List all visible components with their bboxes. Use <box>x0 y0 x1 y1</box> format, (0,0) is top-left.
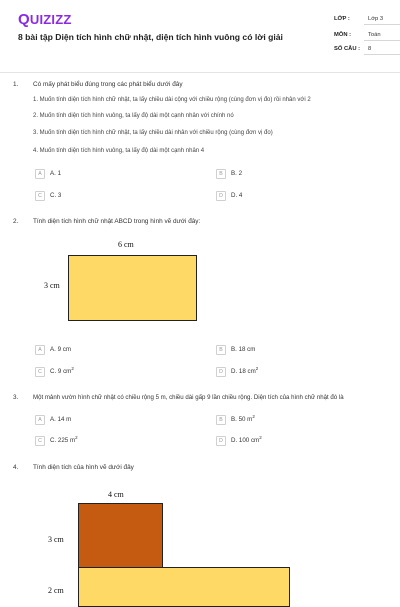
q1-option-b-box[interactable]: B <box>216 169 226 179</box>
q3-option-b-exponent: 2 <box>252 413 255 419</box>
q4-bottom-rectangle <box>78 567 290 607</box>
q4-top-height-label: 3 cm <box>48 535 64 544</box>
q3-option-b-text <box>231 413 255 423</box>
q3-option-d-exponent: 2 <box>259 434 262 440</box>
q4-text: Tính diện tích của hình vẽ dưới đây <box>33 464 134 471</box>
q1-option-c-text: C. 3 <box>50 192 62 199</box>
q1-option-a-box[interactable]: A <box>35 169 45 179</box>
q1-option-a-text: A. 1 <box>50 170 62 177</box>
meta-subject-label: MÔN : <box>334 32 352 38</box>
q1-option-d-box[interactable]: D <box>216 191 226 201</box>
q3-text: Một mảnh vườn hình chữ nhật có chiều rộng 5 m, chiều dài gấp 9 lần chiều rộng. Diện tích của hình chữ nhật đó là <box>33 394 344 401</box>
q3-option-d-box[interactable]: D <box>216 436 226 446</box>
meta-class-underline <box>364 24 400 25</box>
q3-option-c-exponent: 2 <box>75 434 78 440</box>
worksheet-title: 8 bài tập Diện tích hình chữ nhật, diện tích hình vuông có lời giải <box>18 32 283 42</box>
q3-option-d-value: D. 100 cm <box>231 437 260 444</box>
q2-option-a-box[interactable]: A <box>35 345 45 355</box>
q3-option-b-value: B. 50 m <box>231 416 253 423</box>
quizizz-logo: QUIZIZZ <box>18 11 72 28</box>
q3-option-a-box[interactable]: A <box>35 415 45 425</box>
q1-statement-3: 3. Muốn tính diện tích hình chữ nhật, ta lấy chiều dài nhân với chiều rộng (cùng đơn vị đo) <box>33 130 273 136</box>
q1-number: 1. <box>13 81 19 88</box>
q2-option-d-value: D. 18 cm <box>231 368 256 375</box>
q1-text: Có mấy phát biểu đúng trong các phát biểu dưới đây <box>33 81 183 88</box>
q2-option-d-text <box>231 365 259 375</box>
q2-option-c-text <box>50 365 74 375</box>
q2-text: Tính diện tích hình chữ nhật ABCD trong hình vẽ dưới đây: <box>33 218 201 225</box>
q3-option-c-box[interactable]: C <box>35 436 45 446</box>
q2-number: 2. <box>13 218 19 225</box>
q2-option-b-text: B. 18 cm <box>231 346 256 353</box>
meta-count-value: 8 <box>368 46 372 52</box>
meta-count-underline <box>364 54 400 55</box>
q2-rectangle <box>68 255 197 321</box>
q2-option-c-box[interactable]: C <box>35 367 45 377</box>
meta-subject-underline <box>364 40 400 41</box>
q2-option-d-box[interactable]: D <box>216 367 226 377</box>
meta-class-label: LỚP : <box>334 16 350 22</box>
q1-statement-2: 2. Muốn tính diện tích hình vuông, ta lấy độ dài một cạnh nhân với chính nó <box>33 113 234 119</box>
q4-number: 4. <box>13 464 19 471</box>
header-divider <box>0 72 400 73</box>
q2-option-d-exponent: 2 <box>255 365 259 371</box>
q4-bottom-height-label: 2 cm <box>48 586 64 595</box>
meta-class-value: Lớp 3 <box>368 16 384 22</box>
q3-option-c-text <box>50 434 78 444</box>
q2-option-c-value: C. 9 cm <box>50 368 72 375</box>
q1-option-b-text: B. 2 <box>231 170 243 177</box>
q3-option-a-text: A. 14 m <box>50 416 72 423</box>
q1-statement-1: 1. Muốn tính diện tích hình chữ nhật, ta lấy chiều dài cộng với chiều rộng (cùng đơn vị đo) rồi nhân với 2 <box>33 97 311 103</box>
q1-option-c-box[interactable]: C <box>35 191 45 201</box>
q1-statement-4: 4. Muốn tính diện tích hình vuông, ta lấy độ dài một cạnh nhân 4 <box>33 148 205 154</box>
q3-number: 3. <box>13 394 19 401</box>
q3-option-d-text <box>231 434 262 444</box>
meta-count-label: SỐ CÂU : <box>334 46 361 52</box>
q2-option-a-text: A. 9 cm <box>50 346 71 353</box>
q3-option-b-box[interactable]: B <box>216 415 226 425</box>
q2-option-b-box[interactable]: B <box>216 345 226 355</box>
meta-subject-value: Toán <box>368 32 381 38</box>
worksheet-header <box>0 0 400 70</box>
q2-height-label: 3 cm <box>44 281 60 290</box>
q2-option-c-exponent: 2 <box>71 365 74 371</box>
q4-top-width-label: 4 cm <box>108 490 124 499</box>
q3-option-c-value: C. 225 m <box>50 437 76 444</box>
q4-top-rectangle <box>78 503 163 568</box>
q2-width-label: 6 cm <box>118 240 134 249</box>
q1-option-d-text: D. 4 <box>231 192 243 199</box>
